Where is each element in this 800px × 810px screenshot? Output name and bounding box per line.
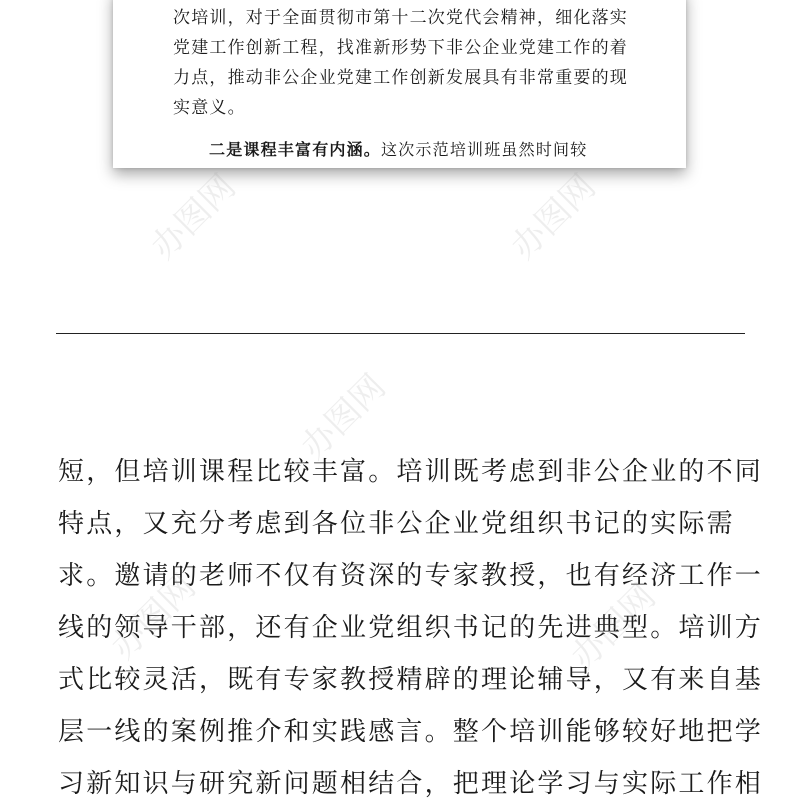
page-preview-card [113,0,686,168]
body-line: 短，但培训课程比较丰富。培训既考虑到非公企业的不同 [58,457,764,487]
watermark: 办图网 [143,166,244,268]
section-divider [56,333,745,334]
point-rest: 这次示范培训班虽然时间较 [381,140,588,159]
point-lead: 二是课程丰富有内涵。 [209,140,382,159]
watermark: 办图网 [503,166,604,268]
body-paragraph [58,446,764,810]
body-line: 式比较灵活，既有专家教授精辟的理论辅导，又有来自基 [58,665,764,695]
watermark: 办图网 [563,576,664,678]
body-line: 特点，又充分考虑到各位非公企业党组织书记的实际需 [58,509,735,539]
body-line: 线的领导干部，还有企业党组织书记的先进典型。培训方 [58,613,764,643]
body-line: 习新知识与研究新问题相结合，把理论学习与实际工作相 [58,769,764,799]
card-text-line: 次培训，对于全面贯彻市第十二次党代会精神，细化落实 [173,8,628,28]
card-text-line: 力点，推动非公企业党建工作创新发展具有非常重要的现 [173,68,628,88]
card-text-line: 党建工作创新工程，找准新形势下非公企业党建工作的着 [173,38,628,58]
watermark: 办图网 [293,366,394,468]
body-line: 求。邀请的老师不仅有资深的专家教授，也有经济工作一 [58,561,764,591]
body-line: 层一线的案例推介和实践感言。整个培训能够较好地把学 [58,717,764,747]
card-point-line [209,138,646,162]
card-text-line: 实意义。 [173,98,246,118]
watermark: 办图网 [103,566,204,668]
